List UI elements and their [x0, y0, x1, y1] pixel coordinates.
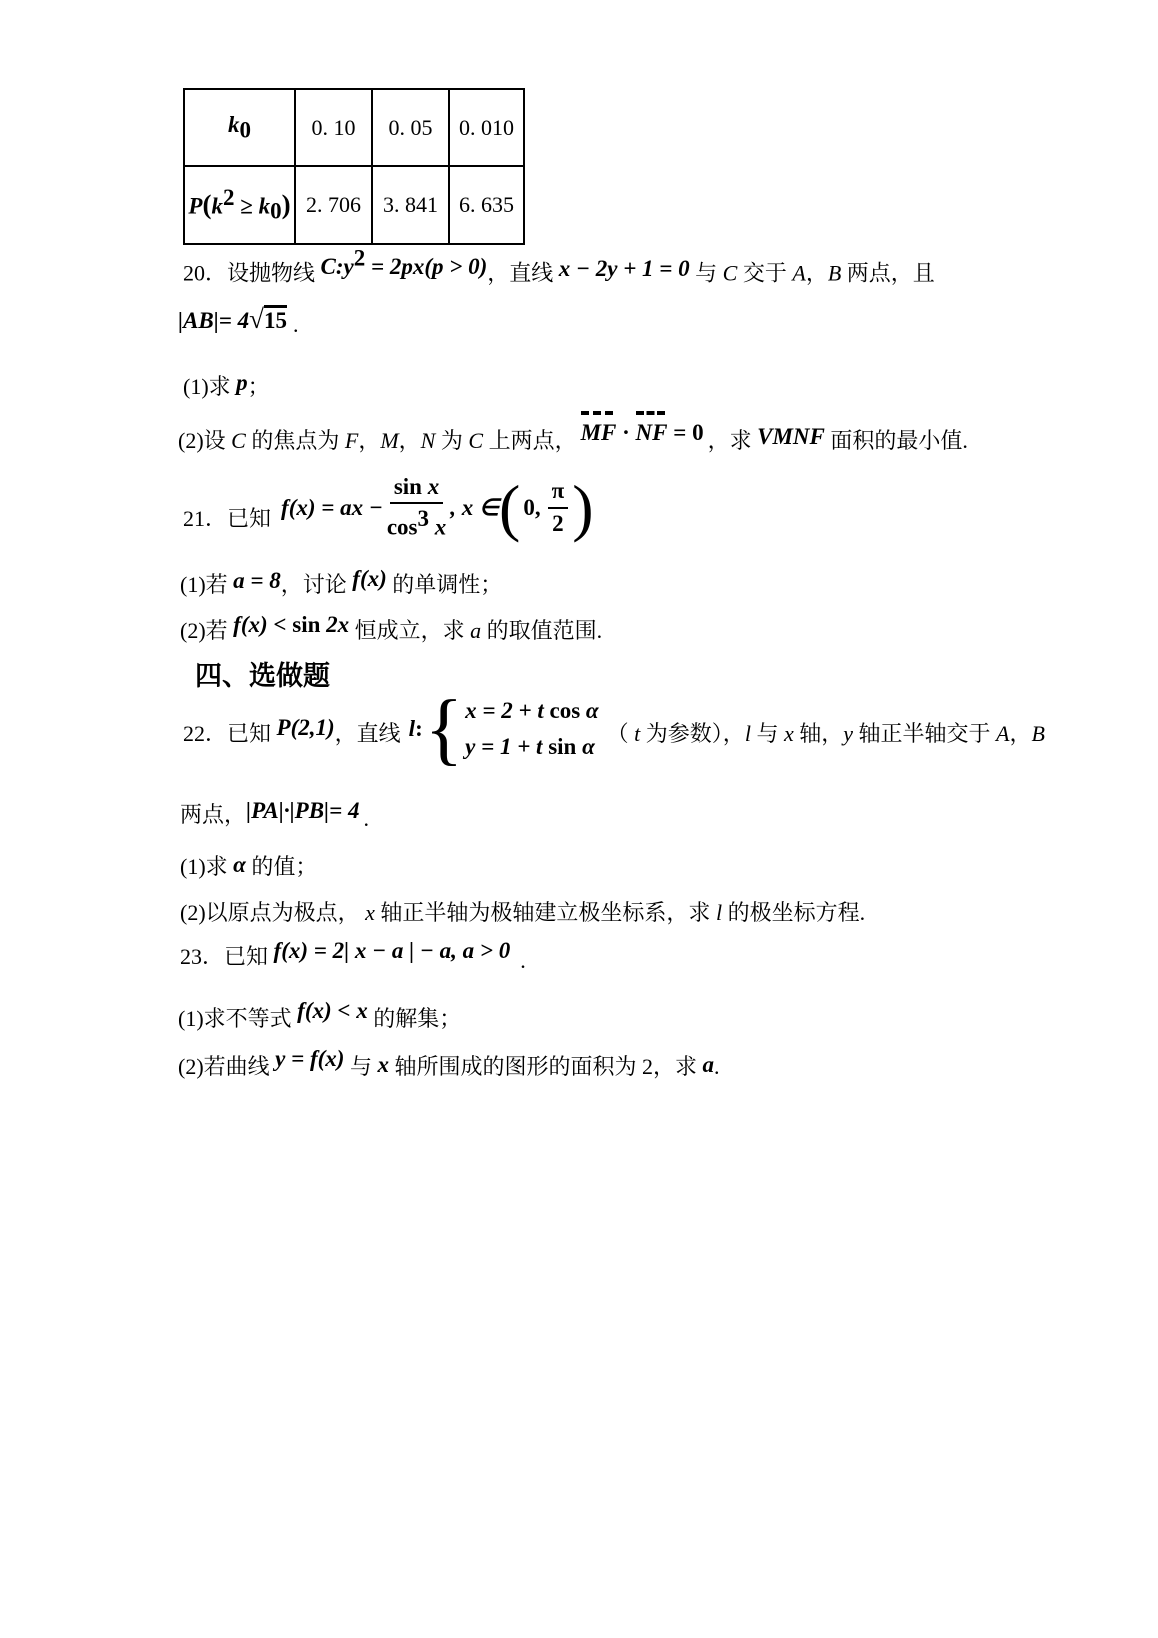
math-line-equation: x − 2y + 1 = 0	[558, 256, 690, 282]
question-23-part-2	[178, 1046, 720, 1081]
equation-x	[465, 698, 599, 724]
var-alpha: α	[576, 734, 595, 760]
vector-MF: MF	[580, 420, 617, 445]
text-segment: 上两点，	[483, 428, 577, 453]
system-equations	[465, 698, 599, 760]
question-21-part-1	[180, 568, 502, 599]
question-21-part-2	[180, 614, 602, 645]
text-segment: (2)以原点为极点，	[180, 900, 366, 925]
var-a: a	[702, 1052, 714, 1077]
superscript-2: 2	[353, 246, 366, 271]
text-segment: 面积的最小值.	[824, 428, 968, 453]
k-symbol: k	[211, 193, 223, 219]
var-l: l	[408, 716, 416, 742]
math-run: x = 2 + t	[465, 698, 550, 724]
question-22-part-1	[180, 850, 317, 881]
var-x: x	[428, 514, 447, 540]
open-paren: (	[202, 189, 212, 220]
big-open-paren: (	[499, 472, 521, 543]
text-segment: 两点，	[180, 802, 247, 827]
var-A: A	[792, 260, 806, 286]
text-segment: 的焦点为	[245, 428, 345, 453]
math-run: y = 1 + t	[465, 734, 549, 760]
text-segment: 设抛物线	[227, 260, 321, 286]
table-cell: 6. 635	[449, 166, 524, 244]
math-fx-less-x: f(x) < x	[297, 998, 368, 1023]
text-segment: 的单调性；	[386, 572, 503, 597]
text-segment: （	[606, 721, 635, 747]
text-segment: ，直线	[487, 260, 559, 286]
number-2: 2	[552, 510, 564, 536]
text-segment: 与	[689, 260, 723, 286]
system-brace: {	[424, 685, 464, 773]
math-y-equals-fx: y = f(x)	[275, 1046, 345, 1071]
table-row-probability	[184, 166, 524, 244]
fraction-denominator	[387, 504, 446, 541]
table-cell: 0. 05	[372, 89, 449, 166]
text-segment: 的极坐标方程.	[722, 900, 866, 925]
var-l: l	[715, 900, 723, 925]
math-run: = 2px(p > 0)	[365, 254, 488, 280]
period: .	[363, 806, 369, 831]
math-pa-pb: |PA|·|PB|= 4	[246, 798, 360, 823]
text-segment: ，	[398, 428, 421, 453]
text-segment: ，直线	[334, 721, 401, 747]
text-segment: (1)若	[180, 572, 234, 597]
table-cell: 0. 10	[295, 89, 372, 166]
text-segment: ，求	[707, 428, 758, 453]
text-segment: (1)求	[183, 374, 237, 399]
pi-symbol: π	[551, 478, 565, 504]
var-alpha: α	[233, 852, 246, 877]
sin-function: sin	[548, 734, 577, 760]
fraction-denominator	[552, 509, 564, 537]
parametric-system	[408, 685, 599, 773]
text-segment: 与	[344, 1054, 378, 1079]
text-segment: (2)若曲线	[178, 1054, 276, 1079]
var-C: C	[468, 428, 484, 453]
cos-function: cos	[386, 514, 418, 540]
question-20-line-1	[183, 246, 935, 287]
cos-function: cos	[549, 698, 581, 724]
var-C: C	[231, 428, 246, 453]
var-y: y	[843, 721, 853, 747]
math-parabola-equation	[320, 246, 488, 280]
var-l: l	[744, 721, 751, 747]
q23-number: 23．	[180, 944, 225, 969]
question-20-part-2	[178, 420, 968, 455]
var-N: N	[420, 428, 436, 453]
math-a-equals-8: a = 8	[233, 568, 281, 593]
fraction-numerator	[390, 474, 443, 504]
sin-function: sin	[292, 612, 321, 637]
p-symbol: P	[188, 193, 203, 219]
var-B: B	[827, 260, 842, 286]
q21-number: 21．	[183, 506, 228, 532]
text-segment: ，讨论	[280, 572, 353, 597]
var-t: t	[634, 721, 641, 747]
subscript-0: 0	[239, 117, 251, 143]
math-point-P: P(2,1)	[276, 715, 335, 741]
math-run: C:y	[320, 254, 354, 280]
text-segment: 的值；	[245, 854, 318, 879]
text-segment: 与	[750, 721, 784, 747]
var-x: x	[421, 474, 440, 499]
text-segment: 轴所围成的图形的面积为 2，求	[388, 1054, 703, 1079]
text-segment: (2)设	[178, 428, 232, 453]
text-segment: 交于	[737, 260, 793, 286]
text-segment: 为	[435, 428, 469, 453]
math-run: , x ∈	[450, 494, 500, 520]
text-segment: (2)若	[180, 618, 234, 643]
text-segment: 已知	[227, 506, 272, 532]
q22-tail	[607, 717, 1045, 760]
big-close-paren: )	[572, 472, 594, 543]
question-23-line-1	[180, 940, 526, 971]
vector-NF: NF	[635, 420, 668, 445]
text-segment: ，	[805, 260, 828, 286]
question-20-part-1	[183, 370, 270, 401]
question-21-line-1	[183, 474, 594, 541]
var-p: p	[236, 370, 248, 395]
sin-function: sin	[393, 474, 422, 499]
var-x: x	[377, 1052, 389, 1077]
text-segment: 的解集；	[367, 1006, 462, 1031]
q20-number: 20．	[183, 260, 228, 286]
var-M: M	[380, 428, 399, 453]
sqrt-sign: √	[249, 304, 264, 334]
q22-intro	[183, 717, 401, 760]
math-abs-function: f(x) = 2| x − a | − a, a > 0	[273, 938, 511, 963]
var-B: B	[1031, 721, 1045, 747]
var-A: A	[996, 721, 1010, 747]
k-symbol: k	[228, 111, 240, 137]
fraction-numerator	[548, 478, 569, 508]
subscript-0: 0	[270, 198, 282, 224]
equation-y	[465, 734, 595, 760]
close-paren: )	[281, 189, 291, 220]
math-run: f(x) <	[233, 612, 293, 637]
geq-sign: ≥	[234, 193, 259, 219]
table-cell: 0. 010	[449, 89, 524, 166]
text-segment: 轴正半轴为极轴建立极坐标系，求	[374, 900, 716, 925]
superscript-3: 3	[417, 506, 429, 532]
q22-number: 22．	[183, 721, 228, 747]
var-x: x	[365, 900, 375, 925]
question-22-line-2	[180, 798, 369, 829]
text-segment: ；	[247, 374, 270, 399]
text-segment: 的取值范围.	[481, 618, 603, 643]
equals-zero: = 0	[667, 420, 704, 445]
var-F: F	[344, 428, 359, 453]
table-cell: 2. 706	[295, 166, 372, 244]
dot-operator: ·	[616, 420, 636, 445]
section-4-heading	[195, 654, 330, 693]
table-header-k0	[184, 89, 295, 166]
text-segment: (1)求	[180, 854, 234, 879]
var-alpha: α	[580, 698, 599, 724]
math-function-definition	[281, 474, 593, 541]
text-segment: 为参数），	[640, 721, 745, 747]
var-a: a	[470, 618, 482, 643]
math-dot-product	[581, 420, 704, 445]
critical-values-table	[183, 88, 525, 245]
text-segment: ，	[358, 428, 381, 453]
text-segment: 轴，	[793, 721, 844, 747]
colon: :	[415, 716, 423, 742]
math-fx: f(x)	[352, 566, 387, 591]
question-22-line-1	[183, 685, 1045, 773]
text-segment: 两点，且	[841, 260, 935, 286]
text-segment: 已知	[224, 944, 274, 969]
question-23-part-1	[178, 998, 462, 1033]
math-ab-length: |AB|= 4	[178, 308, 250, 333]
section-title: 四、选做题	[195, 661, 330, 691]
table-row-k0	[184, 89, 524, 166]
period: .	[293, 312, 299, 337]
triangle-MNF: VMNF	[757, 424, 825, 449]
var-x: x	[783, 721, 794, 747]
text-segment: 轴正半轴交于	[853, 721, 997, 747]
fraction-pi-over-2	[548, 478, 569, 537]
superscript-2: 2	[222, 185, 235, 211]
k-symbol: k	[258, 193, 271, 219]
math-run: 2x	[320, 612, 350, 637]
table-cell: 3. 841	[372, 166, 449, 244]
table-header-probability	[184, 166, 295, 244]
question-20-line-2	[178, 304, 299, 337]
zero-comma: 0,	[523, 494, 541, 520]
math-run: f(x) = ax −	[281, 494, 383, 520]
var-C: C	[722, 260, 738, 286]
text-segment: (1)求不等式	[178, 1006, 298, 1031]
period: .	[520, 948, 526, 973]
text-segment: 已知	[227, 721, 277, 747]
question-22-part-2	[180, 896, 865, 927]
text-segment: 恒成立，求	[349, 618, 471, 643]
text-segment: .	[713, 1054, 720, 1079]
math-inequality	[233, 612, 349, 637]
text-segment: ，	[1009, 721, 1032, 747]
sqrt-radicand: 15	[264, 305, 287, 333]
fraction-sinx-over-cos3x	[387, 474, 446, 541]
